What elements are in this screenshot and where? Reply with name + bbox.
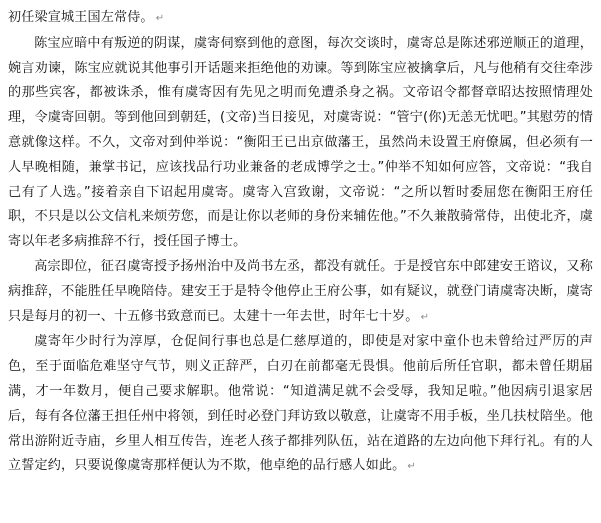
paragraph-4-text: 虞寄年少时行为淳厚，仓促间行事也总是仁慈厚道的，即使是对家中童仆也未曾给过严厉的声色，至于面临危难坚守气节，则义正辞严，白刃在前都毫无畏惧。他前后所任官职，都未曾任期届满，才一年数月，便自己要求解职。他常说：“知道满足就不会受辱，我知足啦。”他因病引退家居后，每有各位藩王担任州中将领，到任时必登门拜访致以敬意，让虞寄不用手板，坐几扶杖陪坐。他常出游附近寺庙，乡里人相互传告，连老人孩子都排列队伍，站在道路的左边向他下拜行礼。有的人立誓定约，只要说像虞寄那样便认为不欺，他卓绝的品行感人如此。 [8,334,593,474]
paragraph-3-text: 高宗即位，征召虞寄授予扬州治中及尚书左丞，都没有就任。于是授官东中郎建安王谘议，又称病推辞，不能胜任早晚陪侍。建安王于是特令他停止王府公事，如有疑议，就登门请虞寄决断，虞寄只是每月的初一、十五修书致意而已。太建十一年去世，时年七十岁。 [8,258,593,324]
paragraph-2 [8,32,593,255]
paragraph-mark-icon: ↵ [155,13,165,24]
paragraph-mark-icon: ↵ [407,461,416,473]
paragraph-mark-icon: ↵ [420,311,430,323]
paragraph-3 [8,255,593,330]
paragraph-1-text: 初任梁宣城王国左常侍。 [8,10,154,25]
paragraph-4 [8,330,593,480]
paragraph-2-text: 陈宝应暗中有叛逆的阴谋，虞寄伺察到他的意图，每次交谈时，虞寄总是陈述邪逆顺正的道理，婉言劝谏，陈宝应就说其他事引开话题来拒绝他的劝谏。等到陈宝应被擒拿后，凡与他稍有交往牵涉的那些宾客，都被诛杀，惟有虞寄因有先见之明而免遭杀身之祸。文帝诏令都督章昭达按照情理处理，令虞寄回朝。等到他回到朝廷，(文帝)当日接见，对虞寄说：“管宁(你)无恙无忧吧。”其慰劳的情意就像这样。不久，文帝对到仲举说：“衡阳王已出京做藩王，虽然尚未设置王府僚属，但必须有一人早晚相随，兼掌书记，应该找品行功业兼备的老成博学之士。”仲举不知如何应答，文帝说：“我自己有了人选。”接着亲自下诏起用虞寄。虞寄入宫致谢，文帝说：“之所以暂时委屈您在衡阳王府任职，不只是以公文信札来烦劳您，而是让你以老师的身份来辅佐他。”不久兼散骑常侍，出使北齐，虞寄以年老多病推辞不行，授任国子博士。 [8,35,593,250]
paragraph-1 [8,6,593,32]
